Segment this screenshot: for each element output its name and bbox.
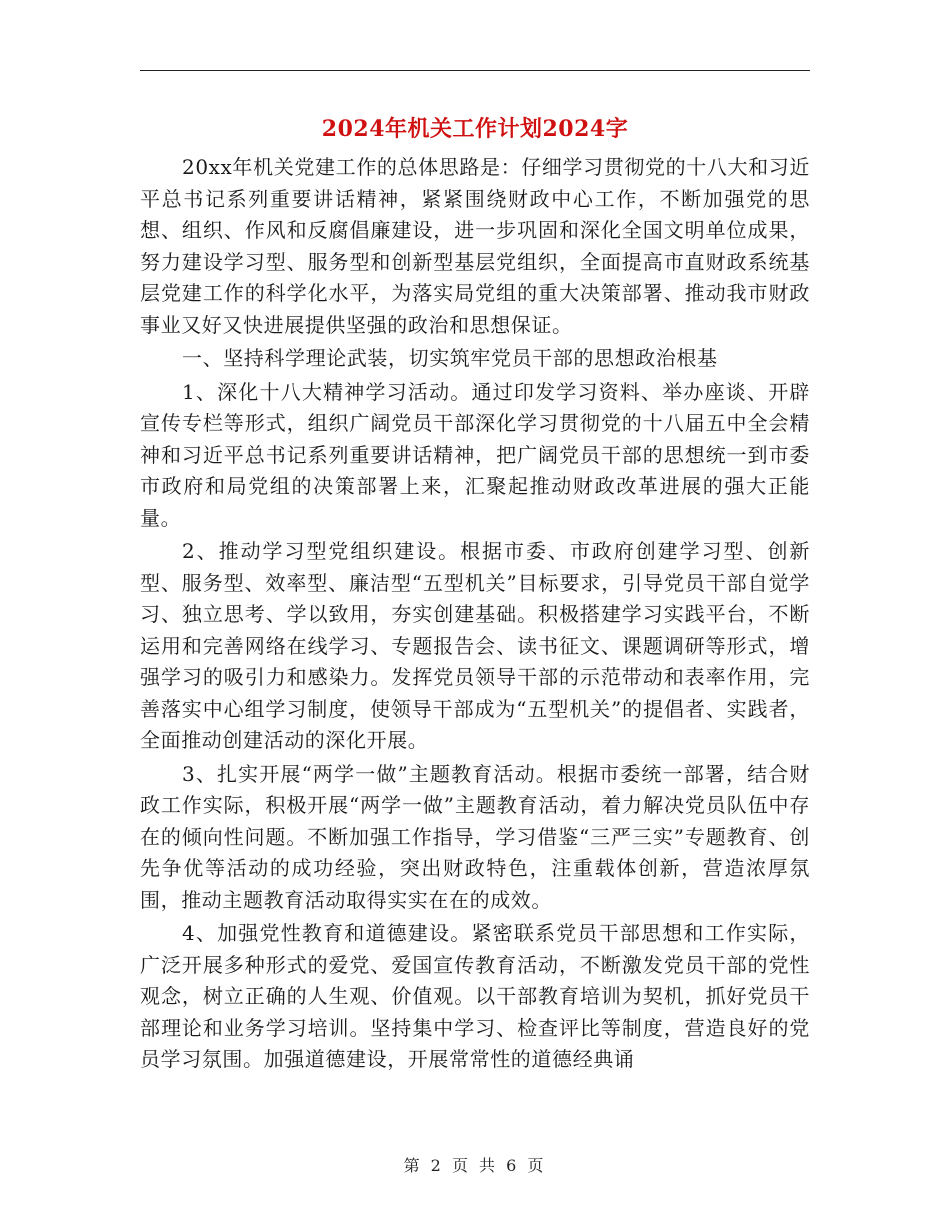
document-body — [140, 152, 810, 1076]
paragraph-item-4: 4、加强党性教育和道德建设。紧密联系党员干部思想和工作实际，广泛开展多种形式的爱党、爱国宣传教育活动，不断激发党员干部的党性观念，树立正确的人生观、价值观。以干部教育培训为契机，抓好党员干部理论和业务学习培训。坚持集中学习、检查评比等制度，营造良好的党员学习氛围。加强道德建设，开展常常性的道德经典诵 — [140, 921, 810, 1071]
page-number: 第 2 页 共 6 页 — [403, 1156, 547, 1175]
paragraph-intro: 20xx年机关党建工作的总体思路是：仔细学习贯彻党的十八大和习近平总书记系列重要讲话精神，紧紧围绕财政中心工作，不断加强党的思想、组织、作风和反腐倡廉建设，进一步巩固和深化全国文明单位成果，努力建设学习型、服务型和创新型基层党组织，全面提高市直财政系统基层党建工作的科学化水平，为落实局党组的重大决策部署、推动我市财政事业又好又快进展提供坚强的政治和思想保证。 — [140, 155, 810, 337]
section-heading-1: 一、坚持科学理论武装，切实筑牢党员干部的思想政治根基 — [182, 346, 718, 370]
header-rule — [140, 70, 810, 71]
paragraph-item-2: 2、推动学习型党组织建设。根据市委、市政府创建学习型、创新型、服务型、效率型、廉洁型“五型机关”目标要求，引导党员干部自觉学习、独立思考、学以致用，夯实创建基础。积极搭建学习实践平台，不断运用和完善网络在线学习、专题报告会、读书征文、课题调研等形式，增强学习的吸引力和感染力。发挥党员领导干部的示范带动和表率作用，完善落实中心组学习制度，使领导干部成为“五型机关”的提倡者、实践者，全面推动创建活动的深化开展。 — [140, 539, 810, 752]
document-title: 2024年机关工作计划2024字 — [321, 116, 629, 142]
paragraph-item-1: 1、深化十八大精神学习活动。通过印发学习资料、举办座谈、开辟宣传专栏等形式，组织广阔党员干部深化学习贯彻党的十八届五中全会精神和习近平总书记系列重要讲话精神，把广阔党员干部的思想统一到市委市政府和局党组的决策部署上来，汇聚起推动财政改革进展的强大正能量。 — [140, 379, 810, 530]
paragraph-item-3: 3、扎实开展“两学一做”主题教育活动。根据市委统一部署，结合财政工作实际，积极开展“两学一做”主题教育活动，着力解决党员队伍中存在的倾向性问题。不断加强工作指导，学习借鉴“三严三实”专题教育、创先争优等活动的成功经验，突出财政特色，注重载体创新，营造浓厚氛围，推动主题教育活动取得实实在在的成效。 — [140, 761, 810, 912]
